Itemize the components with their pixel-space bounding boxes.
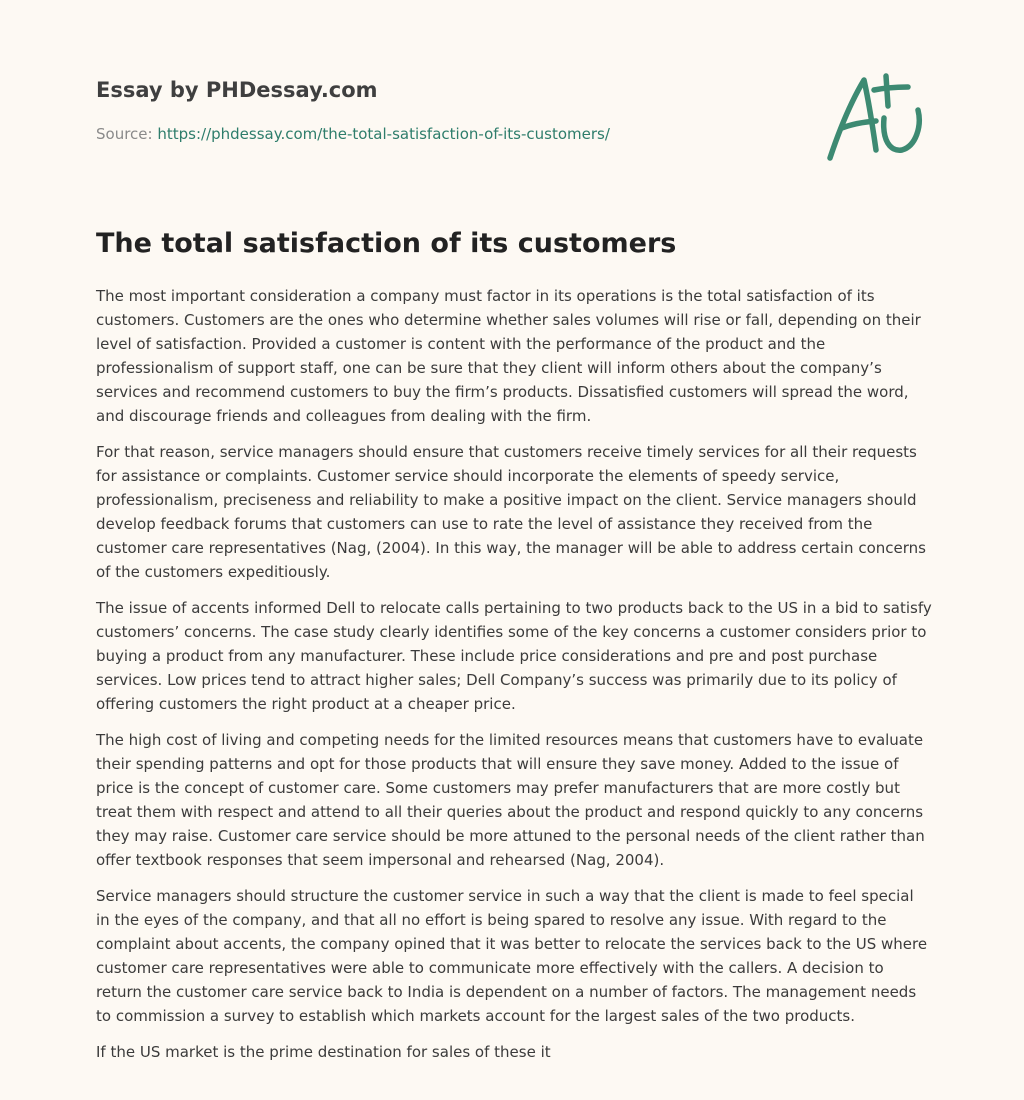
a-plus-logo-icon xyxy=(818,66,930,166)
essay-title: The total satisfaction of its customers xyxy=(96,228,677,259)
essay-paragraph: The most important consideration a company must factor in its operations is the total satisfaction of its customers. Customers are the ones who determine whether sales volumes will rise or fall, depending on their level of satisfaction. Provided a customer is content with the performance of the product and the professionalism of support staff, one can be sure that they client will inform others about the company’s services and recommend customers to buy the firm’s products. Dissatisfied customers will spread the word, and discourage friends and colleagues from dealing with the firm. xyxy=(96,287,921,425)
essay-paragraph: If the US market is the prime destination for sales of these it xyxy=(96,1043,551,1061)
essay-paragraph: For that reason, service managers should ensure that customers receive timely services for all their requests for assistance or complaints. Customer service should incorporate the elements of speedy service, professionalism, preciseness and reliability to make a positive impact on the client. Service managers should develop feedback forums that customers can use to rate the level of assistance they received from the customer care representatives (Nag, (2004). In this way, the manager will be able to address certain concerns of the customers expeditiously. xyxy=(96,443,926,581)
essay-paragraph: Service managers should structure the customer service in such a way that the client is made to feel special in the eyes of the company, and that all no effort is being spared to resolve any issue. With regard to the complaint about accents, the company opined that it was better to relocate the services back to the US where customer care representatives were able to communicate more effectively with the callers. A decision to return the customer care service back to India is dependent on a number of factors. The management needs to commission a survey to establish which markets account for the largest sales of the two products. xyxy=(96,887,928,1025)
source-link[interactable]: https://phdessay.com/the-total-satisfaction-of-its-customers/ xyxy=(157,125,610,143)
essay-paragraph: The high cost of living and competing needs for the limited resources means that customers have to evaluate their spending patterns and opt for those products that will ensure they save money. Added to the issue of price is the concept of customer care. Some customers may prefer manufacturers that are more costly but treat them with respect and attend to all their queries about the product and respond quickly to any concerns they may raise. Customer care service should be more attuned to the personal needs of the client rather than offer textbook responses that seem impersonal and rehearsed (Nag, 2004). xyxy=(96,731,925,869)
source-line xyxy=(96,124,816,144)
source-label: Source: xyxy=(96,125,153,143)
essay-body xyxy=(96,284,932,1076)
page-header xyxy=(96,76,816,144)
essay-paragraph: The issue of accents informed Dell to relocate calls pertaining to two products back to the US in a bid to satisfy customers’ concerns. The case study clearly identifies some of the key concerns a customer considers prior to buying a product from any manufacturer. These include price considerations and pre and post purchase services. Low prices tend to attract higher sales; Dell Company’s success was primarily due to its policy of offering customers the right product at a cheaper price. xyxy=(96,599,932,713)
brand-title: Essay by PHDessay.com xyxy=(96,78,378,102)
